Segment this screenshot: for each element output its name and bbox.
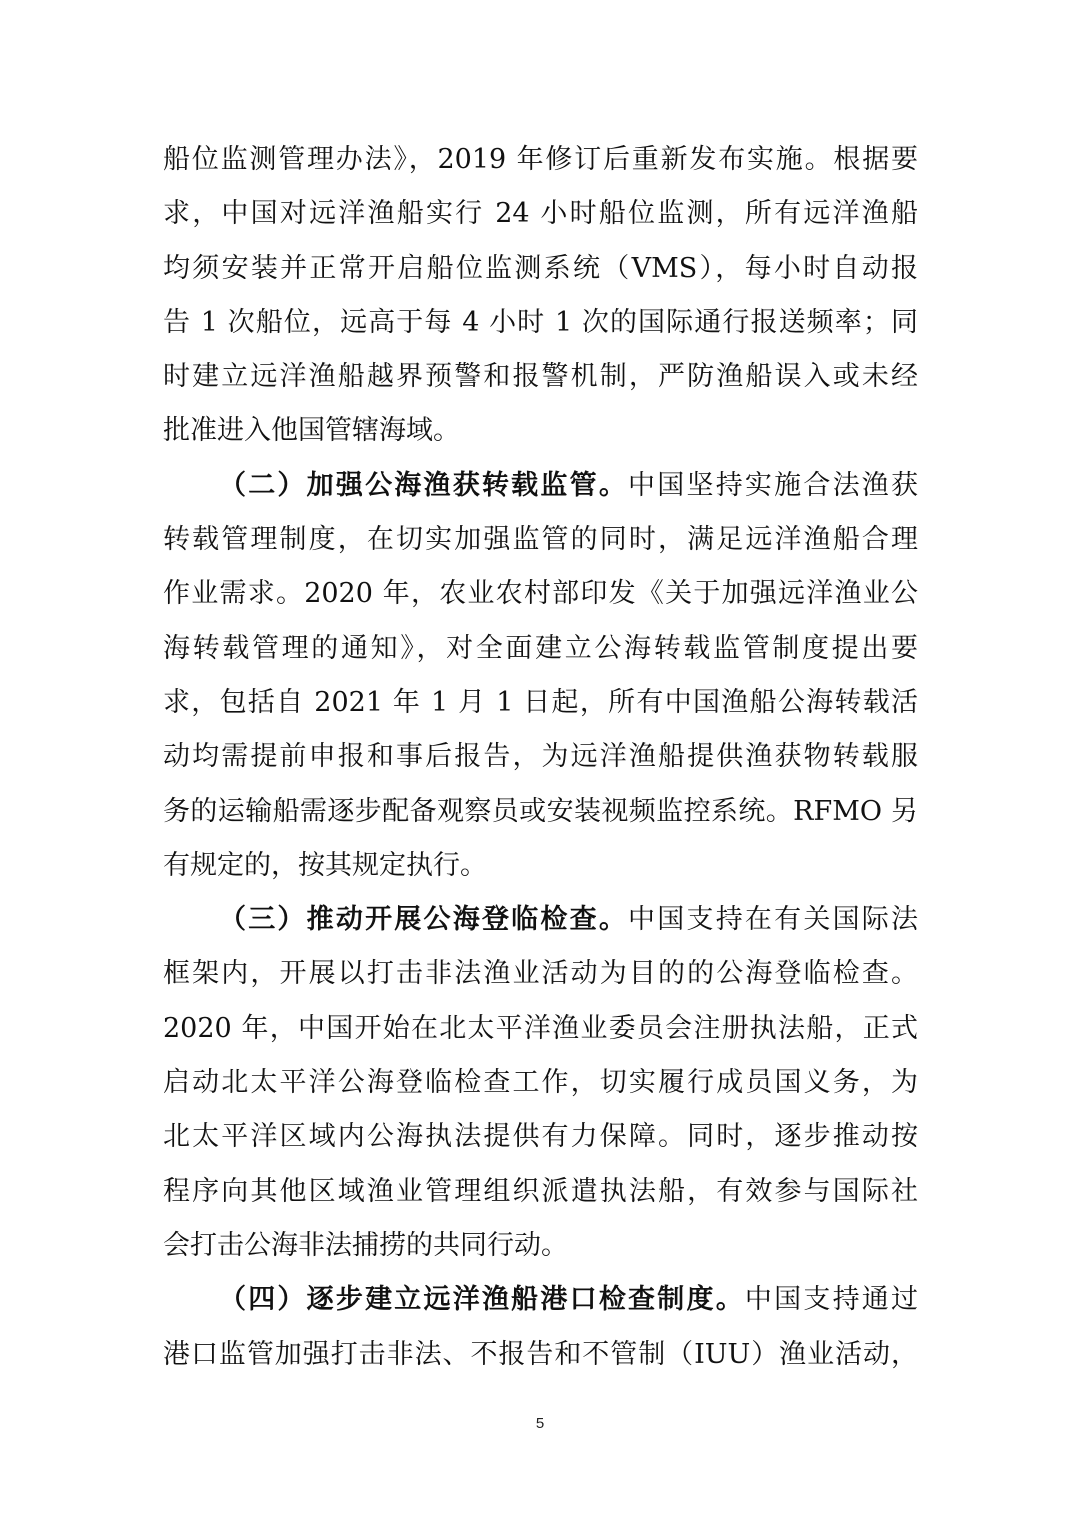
page-number: 5 — [535, 1415, 545, 1432]
text-run: 中国支持在有关国际法 — [628, 904, 918, 936]
text-line: 求，中国对远洋渔船实行 24 小时船位监测，所有远洋渔船 — [163, 198, 918, 230]
text-line: 会打击公海非法捕捞的共同行动。 — [163, 1229, 568, 1261]
paragraph-port — [163, 1273, 918, 1382]
text-line: 有规定的，按其规定执行。 — [163, 849, 487, 881]
section-heading: （四）逐步建立远洋渔船港口检查制度。 — [219, 1284, 745, 1316]
text-line: 启动北太平洋公海登临检查工作，切实履行成员国义务，为 — [163, 1067, 918, 1099]
text-line: 海转载管理的通知》，对全面建立公海转载监管制度提出要 — [163, 632, 918, 664]
text-line: 框架内，开展以打击非法渔业活动为目的的公海登临检查。 — [163, 958, 918, 990]
paragraph-transshipment — [163, 459, 918, 893]
text-run: 中国坚持实施合法渔获 — [628, 469, 918, 501]
text-line: 均须安装并正常开启船位监测系统（VMS），每小时自动报 — [163, 252, 918, 284]
text-run: 中国支持通过 — [744, 1284, 918, 1316]
text-line: 告 1 次船位，远高于每 4 小时 1 次的国际通行报送频率；同 — [163, 306, 918, 338]
text-line: 时建立远洋渔船越界预警和报警机制，严防渔船误入或未经 — [163, 361, 918, 393]
paragraph-vms — [163, 133, 918, 459]
text-line: 2020 年，中国开始在北太平洋渔业委员会注册执法船，正式 — [163, 1012, 918, 1044]
paragraph-boarding — [163, 893, 918, 1273]
section-heading: （三）推动开展公海登临检查。 — [219, 904, 629, 936]
text-line: 程序向其他区域渔业管理组织派遣执法船，有效参与国际社 — [163, 1175, 918, 1207]
text-line: 求，包括自 2021 年 1 月 1 日起，所有中国渔船公海转载活 — [163, 686, 918, 718]
text-line — [163, 1273, 918, 1327]
text-line: 转载管理制度，在切实加强监管的同时，满足远洋渔船合理 — [163, 524, 918, 556]
text-line: 动均需提前申报和事后报告，为远洋渔船提供渔获物转载服 — [163, 741, 918, 773]
text-line: 北太平洋区域内公海执法提供有力保障。同时，逐步推动按 — [163, 1121, 918, 1153]
document-body — [163, 133, 918, 1382]
text-line: 船位监测管理办法》，2019 年修订后重新发布实施。根据要 — [163, 144, 918, 175]
text-line: 港口监管加强打击非法、不报告和不管制（IUU）渔业活动， — [163, 1338, 918, 1370]
text-line: 务的运输船需逐步配备观察员或安装视频监控系统。RFMO 另 — [163, 795, 918, 827]
text-line — [163, 893, 918, 947]
text-line: 批准进入他国管辖海域。 — [163, 415, 460, 447]
text-line — [163, 459, 918, 513]
section-heading: （二）加强公海渔获转载监管。 — [219, 469, 629, 501]
text-line: 作业需求。2020 年，农业农村部印发《关于加强远洋渔业公 — [163, 578, 918, 610]
